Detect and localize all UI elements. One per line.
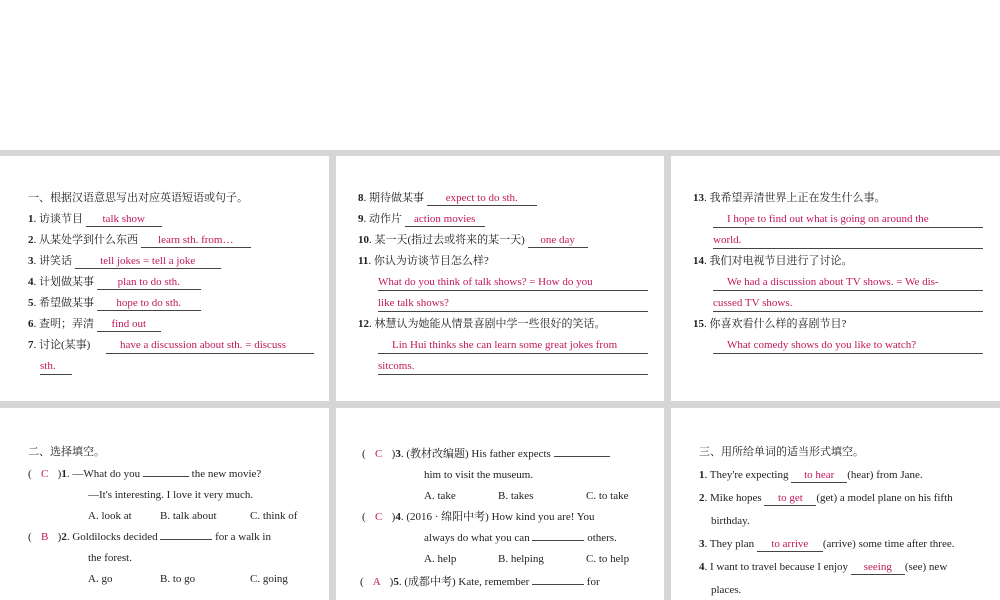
answer-blank — [532, 584, 584, 585]
part1-item-14: 14. 我们对电视节目进行了讨论。 — [693, 255, 853, 267]
part2-q1-option-a: A. look at — [88, 510, 132, 522]
part2-q2-option-b: B. to go — [160, 573, 196, 585]
part2-q5: ( A )5. (成都中考) Kate, remember for — [360, 576, 600, 588]
part2-card-left — [0, 408, 329, 600]
part2-q3-continuation: him to visit the museum. — [424, 469, 534, 481]
answer-blank — [554, 456, 610, 457]
part1-item-8: 8. 期待做某事 expect to do sth. — [358, 191, 537, 206]
part2-q1-response: —It's interesting. I love it very much. — [88, 489, 254, 501]
part1-item-1: 1. 访谈节目 talk show — [28, 212, 162, 227]
part1-item-15: 15. 你喜欢看什么样的喜剧节目? — [693, 318, 847, 330]
part2-q1-option-c: C. think of — [250, 510, 298, 522]
part3-q3: 3. They plan to arrive (arrive) some time after three. — [699, 538, 955, 550]
part2-q4-continuation: always do what you can others. — [424, 532, 617, 544]
part2-heading: 二、选择填空。 — [28, 445, 105, 458]
part1-card-right — [671, 156, 1000, 401]
part1-item-2: 2. 从某处学到什么东西 learn sth. from… — [28, 233, 251, 248]
part3-q4: 4. I want to travel because I enjoy seeing (see) new — [699, 561, 948, 573]
part1-item-11-answer-line2: like talk shows? — [378, 296, 648, 312]
part2-q4-option-c: C. to help — [586, 553, 630, 565]
part2-q1-option-b: B. talk about — [160, 510, 217, 522]
part1-item-7: 7. 讨论(某事) — [28, 339, 91, 351]
part2-q1: ( C )1. —What do you the new movie? — [28, 468, 262, 480]
answer-blank — [160, 539, 212, 540]
part1-card-left — [0, 156, 329, 401]
part1-item-13-answer-line2: world. — [713, 233, 983, 249]
part3-q1: 1. They're expecting to hear (hear) from Jane. — [699, 469, 923, 481]
part3-heading: 三、用所给单词的适当形式填空。 — [699, 445, 864, 458]
part2-card-middle — [336, 408, 664, 600]
part2-q4: ( C )4. (2016 · 绵阳中考) How kind you are! You — [362, 511, 595, 523]
part1-item-15-answer-line1: What comedy shows do you like to watch? — [713, 338, 983, 354]
part1-item-11: 11. 你认为访谈节目怎么样? — [358, 255, 489, 267]
part1-item-5: 5. 希望做某事 hope to do sth. — [28, 296, 201, 311]
answer-blank — [532, 540, 584, 541]
part3-q2-continuation: birthday. — [711, 515, 750, 527]
part2-q3-option-a: A. take — [424, 490, 456, 502]
part1-item-13: 13. 我希望弄清世界上正在发生什么事。 — [693, 192, 886, 204]
part1-item-12-answer-line1: Lin Hui thinks she can learn some great jokes from — [378, 338, 648, 354]
part1-heading: 一、根据汉语意思写出对应英语短语或句子。 — [28, 191, 248, 204]
part1-item-12: 12. 林慧认为她能从情景喜剧中学一些很好的笑话。 — [358, 318, 606, 330]
part2-q4-option-b: B. helping — [498, 553, 544, 565]
part1-item-13-answer-line1: I hope to find out what is going on around the — [713, 212, 983, 228]
part1-item-7-answer-line1: have a discussion about sth. = discuss — [106, 338, 314, 354]
part2-q4-option-a: A. help — [424, 553, 457, 565]
part2-q2-option-c: C. going — [250, 573, 288, 585]
part2-q3-option-b: B. takes — [498, 490, 534, 502]
top-blank-area — [0, 0, 1000, 150]
part2-q2-option-a: A. go — [88, 573, 113, 585]
part1-item-11-answer-line1: What do you think of talk shows? = How do you — [378, 275, 648, 291]
part1-card-middle — [336, 156, 664, 401]
part3-q4-continuation: places. — [711, 584, 742, 596]
part3-q2: 2. Mike hopes to get (get) a model plane on his fifth — [699, 492, 953, 504]
part1-item-14-answer-line2: cussed TV shows. — [713, 296, 983, 312]
part1-item-10: 10. 某一天(指过去或将来的某一天) one day — [358, 233, 588, 248]
part2-q3: ( C )3. (教材改编题) His father expects — [362, 447, 610, 461]
part2-q2: ( B )2. Goldilocks decided for a walk in — [28, 531, 271, 543]
part1-item-12-answer-line2: sitcoms. — [378, 359, 648, 375]
answer-blank — [143, 476, 189, 477]
part1-item-4: 4. 计划做某事 plan to do sth. — [28, 275, 201, 290]
part1-item-9: 9. 动作片 action movies — [358, 212, 485, 227]
part1-item-7-answer-line2: sth. — [40, 359, 72, 375]
part3-card — [671, 408, 1000, 600]
part1-item-14-answer-line1: We had a discussion about TV shows. = We dis- — [713, 275, 983, 291]
part2-q3-option-c: C. to take — [586, 490, 629, 502]
part1-item-3: 3. 讲笑话 tell jokes = tell a joke — [28, 254, 221, 269]
part1-item-6: 6. 查明；弄清 find out — [28, 317, 161, 332]
part2-q2-continuation: the forest. — [88, 552, 132, 564]
